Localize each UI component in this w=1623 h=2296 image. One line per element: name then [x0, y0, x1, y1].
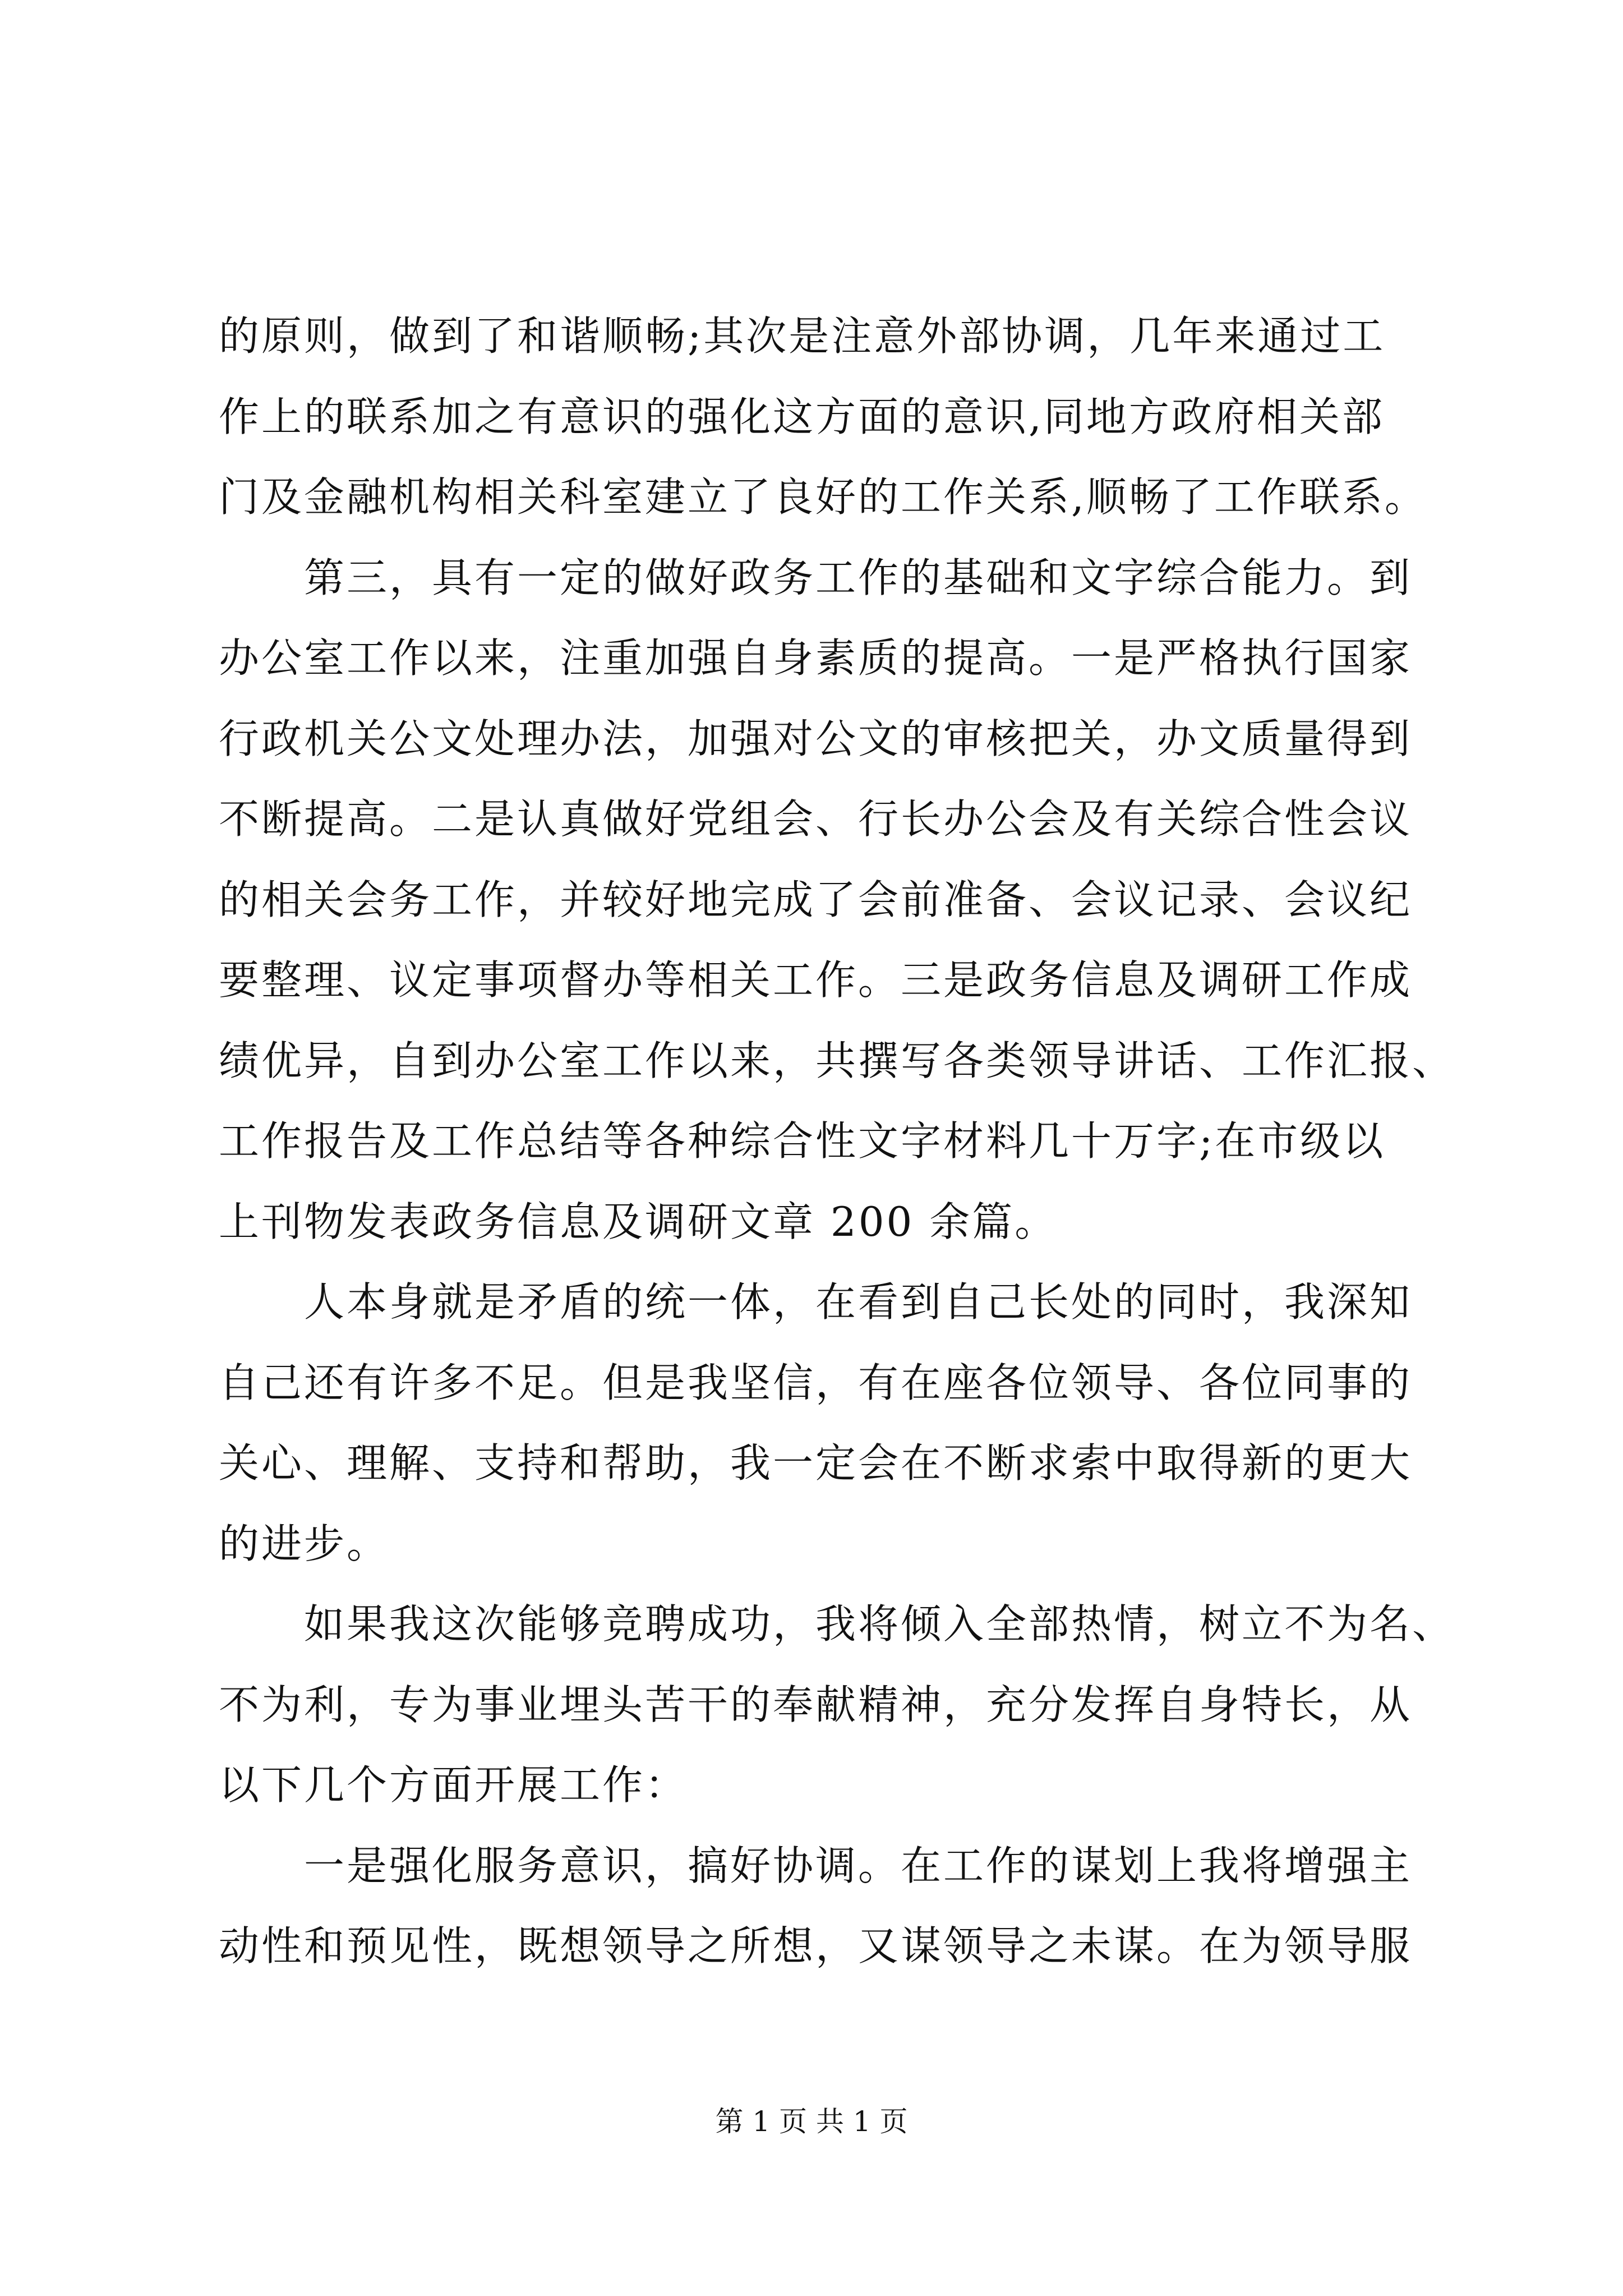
- page-footer: [0, 2104, 1623, 2139]
- text-line: 行政机关公文处理办法，加强对公文的审核把关，办文质量得到: [219, 715, 1413, 762]
- text-line: 的进步。: [219, 1520, 390, 1567]
- paragraph-start-line: 如果我这次能够竞聘成功，我将倾入全部热情，树立不为名、: [304, 1600, 1455, 1648]
- document-body: [219, 296, 1455, 1987]
- text-line: 以下几个方面开展工作：: [219, 1761, 688, 1809]
- text-line: 的原则，做到了和谐顺畅;其次是注意外部协调，几年来通过工: [219, 312, 1386, 360]
- text-line: 要整理、议定事项督办等相关工作。三是政务信息及调研工作成: [219, 956, 1413, 1004]
- text-line: 工作报告及工作总结等各种综合性文字材料几十万字;在市级以: [219, 1117, 1386, 1165]
- text-line: 不为利，专为事业埋头苦干的奉献精神，充分发挥自身特长，从: [219, 1681, 1413, 1728]
- text-line: 不断提高。二是认真做好党组会、行长办公会及有关综合性会议: [219, 795, 1413, 843]
- text-line: 的相关会务工作，并较好地完成了会前准备、会议记录、会议纪: [219, 876, 1413, 923]
- text-line: 上刊物发表政务信息及调研文章 200 余篇。: [219, 1198, 1058, 1245]
- page-number-label: 第 1 页 共 1 页: [715, 2105, 908, 2138]
- paragraph-start-line: 人本身就是矛盾的统一体，在看到自己长处的同时，我深知: [304, 1278, 1413, 1326]
- text-line: 动性和预见性，既想领导之所想，又谋领导之未谋。在为领导服: [219, 1922, 1413, 1970]
- text-line: 绩优异，自到办公室工作以来，共撰写各类领导讲话、工作汇报、: [219, 1037, 1455, 1084]
- text-line: 门及金融机构相关科室建立了良好的工作关系,顺畅了工作联系。: [219, 473, 1427, 521]
- text-line: 作上的联系加之有意识的强化这方面的意识,同地方政府相关部: [219, 393, 1385, 440]
- text-line: 办公室工作以来，注重加强自身素质的提高。一是严格执行国家: [219, 634, 1413, 682]
- text-line: 自己还有许多不足。但是我坚信，有在座各位领导、各位同事的: [219, 1359, 1413, 1406]
- paragraph-start-line: 一是强化服务意识，搞好协调。在工作的谋划上我将增强主: [304, 1842, 1413, 1889]
- paragraph-start-line: 第三，具有一定的做好政务工作的基础和文字综合能力。到: [304, 554, 1413, 601]
- text-line: 关心、理解、支持和帮助，我一定会在不断求索中取得新的更大: [219, 1439, 1413, 1487]
